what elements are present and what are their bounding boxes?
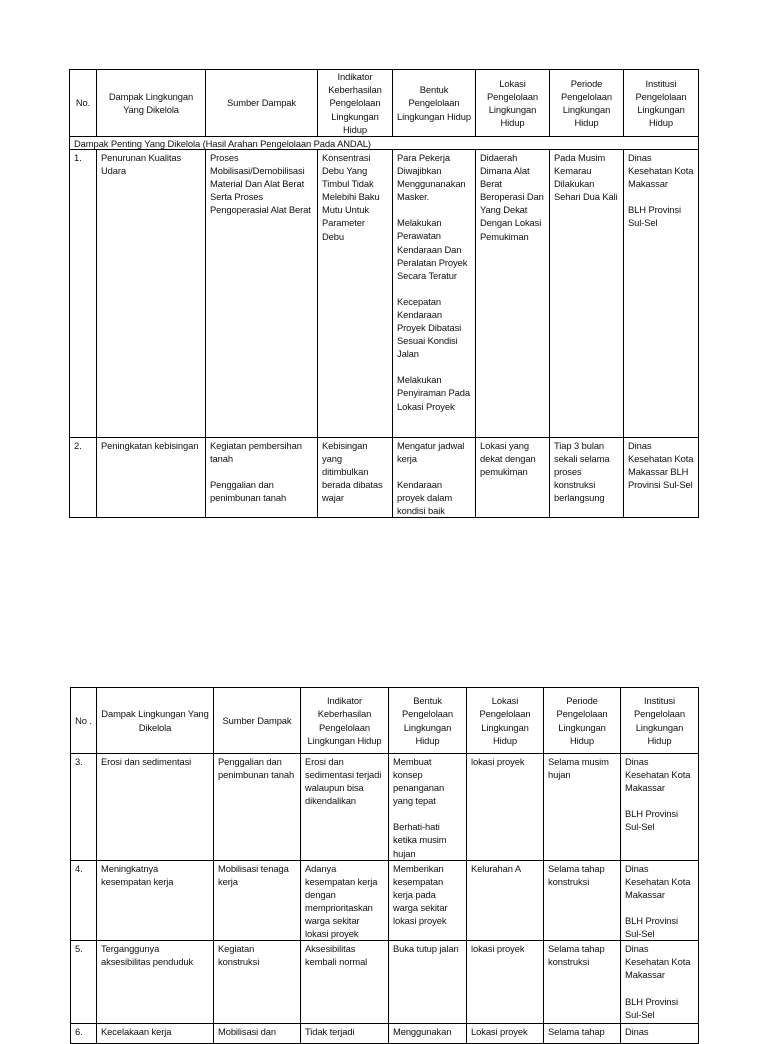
bentuk-text: Melakukan Penyiraman Pada Lokasi Proyek [397,374,471,412]
cell-no: 1. [70,150,97,438]
cell-bentuk [389,941,467,1024]
bentuk-text: Melakukan Perawatan Kendaraan Dan Peralatan Proyek Secara Teratur [397,217,468,281]
header-indikator: Indikator Keberhasilan Pengelolaan Lingkungan Hidup [318,70,393,137]
institusi-text: Dinas Kesehatan Kota Makassar [625,943,691,981]
header-indikator: Indikator Keberhasilan Pengelolaan Lingkungan Hidup [301,688,389,754]
sumber-text: Mobilisasi tenaga kerja [218,862,289,887]
cell-indikator: Tidak terjadi [301,1024,389,1044]
header-no: No . [71,688,97,754]
cell-bentuk [389,1024,467,1044]
table-row [71,860,699,941]
table-row [71,941,699,1024]
cell-dampak: Terganggunya aksesibilitas penduduk [97,941,214,1024]
cell-sumber [206,150,318,438]
cell-institusi [624,438,699,518]
rkl-table-page-1 [69,69,699,518]
institusi-text: Dinas [625,1026,649,1038]
cell-dampak: Penurunan Kualitas Udara [97,150,206,438]
institusi-text: BLH Provinsi Sul-Sel [628,204,681,229]
cell-lokasi: lokasi proyek [467,754,544,861]
cell-lokasi: Lokasi yang dekat dengan pemukiman [476,438,550,518]
rkl-table-page-2 [70,687,699,1044]
header-dampak: Dampak Lingkungan Yang Dikelola [97,70,206,137]
cell-bentuk [389,754,467,861]
cell-indikator: Adanya kesempatan kerja dengan memprioritaskan warga sekitar lokasi proyek [301,860,389,941]
cell-indikator: Aksesibilitas kembali normal [301,941,389,1024]
cell-sumber [214,860,301,941]
cell-indikator: Kebisingan yang ditimbulkan berada dibatas wajar [318,438,393,518]
table-row [70,150,699,438]
cell-institusi [624,150,699,438]
header-no: No. [70,70,97,137]
header-institusi: Institusi Pengelolaan Lingkungan Hidup [621,688,699,754]
cell-lokasi: Didaerah Dimana Alat Berat Beroperasi Dan Yang Dekat Dengan Lokasi Pemukiman [476,150,550,438]
cell-lokasi: lokasi proyek [467,941,544,1024]
cell-institusi [621,941,699,1024]
sumber-text: Kegiatan konstruksi [218,943,260,968]
bentuk-text: Kendaraan proyek dalam kondisi baik [397,479,453,517]
table-header-row [70,70,699,137]
cell-no: 5. [71,941,97,1024]
table-row [71,754,699,861]
cell-indikator: Konsentrasi Debu Yang Timbul Tidak Melebihi Baku Mutu Untuk Parameter Debu [318,150,393,438]
header-bentuk: Bentuk Pengelolaan Lingkungan Hidup [389,688,467,754]
sumber-text: Penggalian dan penimbunan tanah [210,479,287,504]
cell-periode: Tiap 3 bulan sekali selama proses konstruksi berlangsung [550,438,624,518]
header-dampak: Dampak Lingkungan Yang Dikelola [97,688,214,754]
header-bentuk: Bentuk Pengelolaan Lingkungan Hidup [393,70,476,137]
cell-dampak: Kecelakaan kerja [97,1024,214,1044]
cell-lokasi: Lokasi proyek [467,1024,544,1044]
cell-institusi [621,860,699,941]
cell-bentuk [393,438,476,518]
bentuk-text: Kecepatan Kendaraan Proyek Dibatasi Sesuai Kondisi Jalan [397,295,462,360]
cell-periode: Selama tahap konstruksi [544,860,621,941]
cell-periode: Pada Musim Kemarau Dilakukan Sehari Dua Kali [550,150,624,438]
bentuk-text: Buka tutup jalan [393,943,459,955]
cell-dampak: Meningkatnya kesempatan kerja [97,860,214,941]
cell-indikator: Erosi dan sedimentasi terjadi walaupun bisa dikendalikan [301,754,389,861]
cell-sumber [214,1024,301,1044]
bentuk-text: Para Pekerja Diwajibkan Menggunanakan Masker. [397,152,466,203]
institusi-text: Dinas Kesehatan Kota Makassar [625,862,691,900]
header-lokasi: Lokasi Pengelolaan Lingkungan Hidup [467,688,544,754]
cell-periode: Selama musim hujan [544,754,621,861]
header-institusi: Institusi Pengelolaan Lingkungan Hidup [624,70,699,137]
sumber-text: Kegiatan pembersihan tanah [210,440,302,465]
sumber-text: Mobilisasi dan [218,1026,277,1038]
cell-dampak: Peningkatan kebisingan [97,438,206,518]
institusi-text: BLH Provinsi Sul-Sel [625,808,678,833]
header-periode: Periode Pengelolaan Lingkungan Hidup [544,688,621,754]
cell-bentuk [393,150,476,438]
header-sumber: Sumber Dampak [206,70,318,137]
institusi-text: BLH Provinsi Sul-Sel [625,995,678,1020]
cell-no: 2. [70,438,97,518]
cell-lokasi: Kelurahan A [467,860,544,941]
institusi-text: Dinas Kesehatan Kota Makassar [625,756,691,794]
cell-periode: Selama tahap [544,1024,621,1044]
sumber-text: Penggalian dan penimbunan tanah [218,756,295,781]
cell-institusi [621,754,699,861]
cell-no: 3. [71,754,97,861]
section-label: Dampak Penting Yang Dikelola (Hasil Arahan Pengelolaan Pada ANDAL) [70,137,699,150]
cell-dampak: Erosi dan sedimentasi [97,754,214,861]
bentuk-text: Mengatur jadwal kerja [397,440,465,465]
header-periode: Periode Pengelolaan Lingkungan Hidup [550,70,624,137]
institusi-text: Dinas Kesehatan Kota Makassar [628,152,694,190]
table-header-row [71,688,699,754]
bentuk-text: Memberikan kesempatan kerja pada warga sekitar lokasi proyek [393,862,448,927]
bentuk-text: Membuat konsep penanganan yang tepat [393,756,445,807]
table-row [71,1024,699,1044]
bentuk-text: Berhati-hati ketika musim hujan [393,821,447,859]
sumber-text: Proses Mobilisasi/Demobilisasi Material Dan Alat Berat Serta Proses Pengoperasial Alat Berat [210,152,311,216]
cell-periode: Selama tahap konstruksi [544,941,621,1024]
cell-no: 6. [71,1024,97,1044]
cell-sumber [214,754,301,861]
cell-sumber [206,438,318,518]
bentuk-text: Menggunakan [393,1026,452,1038]
cell-sumber [214,941,301,1024]
cell-institusi [621,1024,699,1044]
section-label-row [70,137,699,150]
header-sumber: Sumber Dampak [214,688,301,754]
table-row [70,438,699,518]
institusi-text: Dinas Kesehatan Kota Makassar BLH Provinsi Sul-Sel [628,440,694,491]
cell-bentuk [389,860,467,941]
institusi-text: BLH Provinsi Sul-Sel [625,914,678,940]
header-lokasi: Lokasi Pengelolaan Lingkungan Hidup [476,70,550,137]
cell-no: 4. [71,860,97,941]
